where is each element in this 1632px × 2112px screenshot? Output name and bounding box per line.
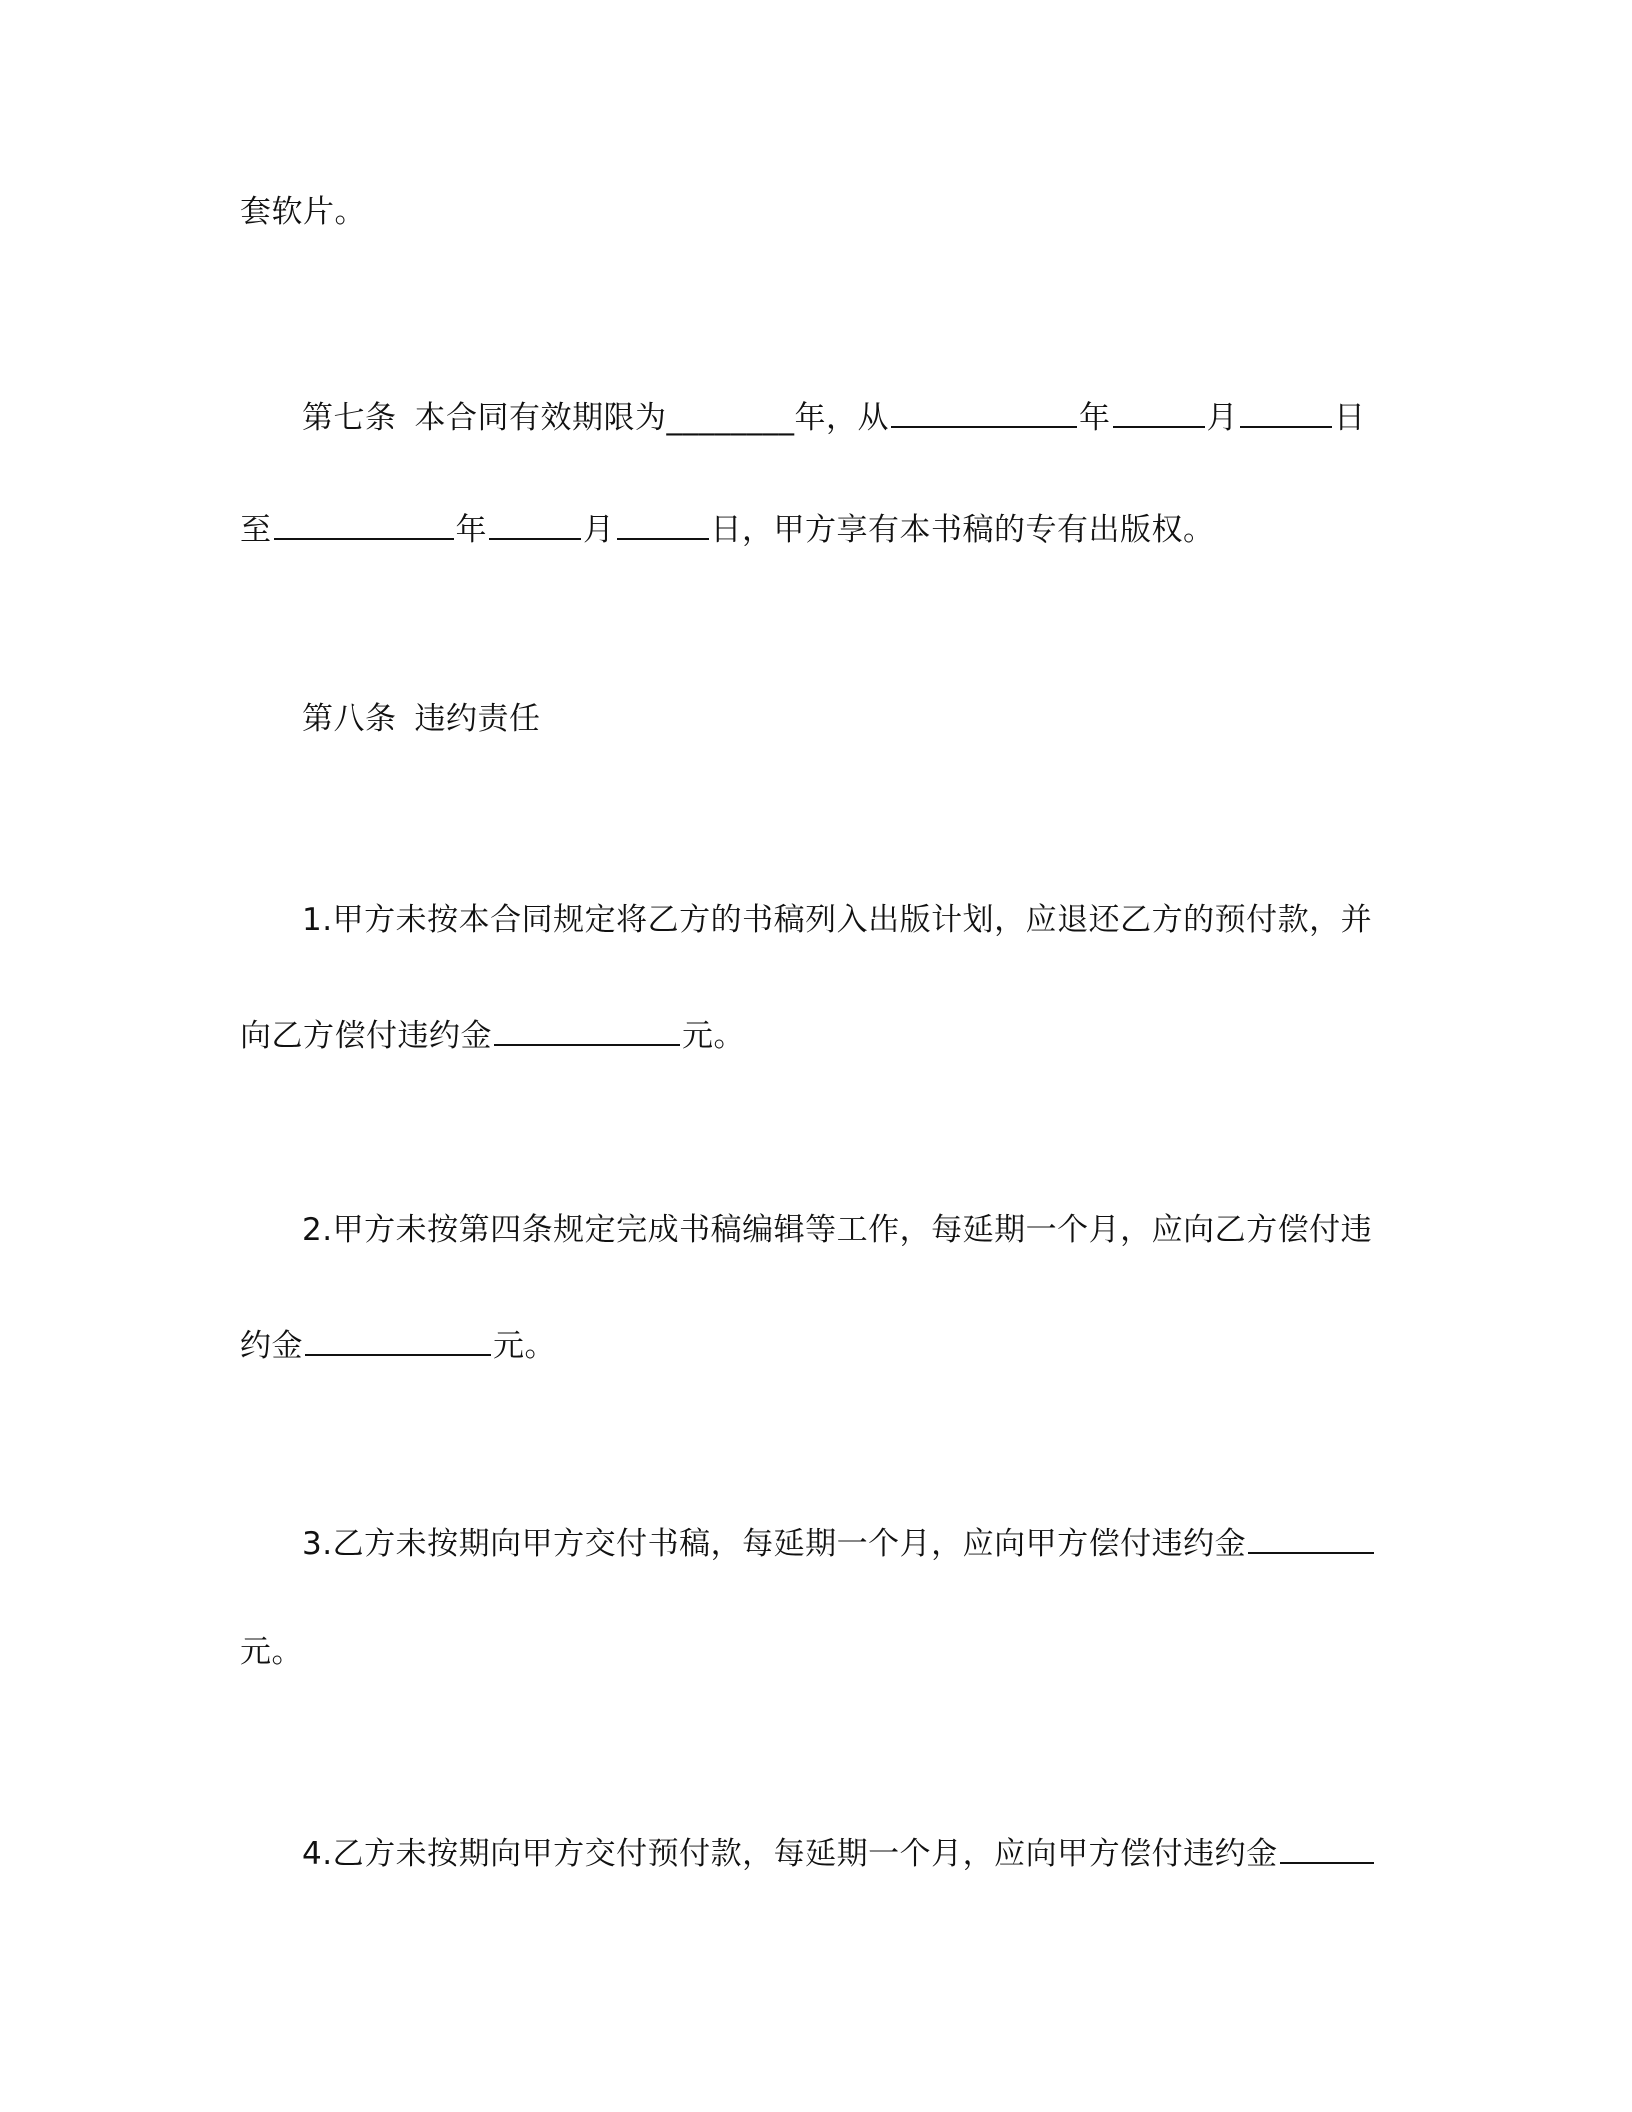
day-label: 日 (1334, 400, 1366, 436)
clause-4-text: 4.乙方未按期向甲方交付预付款，每延期一个月，应向甲方偿付违约金 (302, 1836, 1278, 1872)
article-7-label: 第七条 (302, 400, 397, 436)
article-8-heading (302, 697, 1380, 741)
blank-year-end (274, 504, 454, 540)
text-line-continuation (240, 190, 1380, 234)
clause-4-line-1 (302, 1828, 1380, 1876)
blank-clause-4-amount (1280, 1828, 1374, 1864)
clause-1-unit: 元。 (682, 1018, 745, 1054)
clause-2-line-2 (240, 1320, 1380, 1368)
clause-3-line-2 (240, 1630, 1380, 1674)
article-8-label: 第八条 (302, 701, 397, 737)
clause-2-text: 2.甲方未按第四条规定完成书稿编辑等工作，每延期一个月，应向乙方偿付违 (302, 1212, 1373, 1248)
blank-clause-3-amount (1248, 1518, 1374, 1554)
year-label-end: 年 (455, 512, 487, 548)
blank-month-end (489, 504, 581, 540)
clause-2-unit: 元。 (493, 1328, 556, 1364)
continuation-text: 套软片。 (240, 194, 366, 230)
blank-year-start (891, 392, 1077, 428)
blank-month-start (1113, 392, 1205, 428)
blank-clause-1-amount (494, 1010, 680, 1046)
clause-1-text: 1.甲方未按本合同规定将乙方的书稿列入出版计划，应退还乙方的预付款，并 (302, 902, 1373, 938)
clause-1-penalty-label: 向乙方偿付违约金 (240, 1018, 492, 1054)
clause-2-penalty-label: 约金 (240, 1328, 303, 1364)
blank-clause-2-amount (305, 1320, 491, 1356)
blank-day-start (1240, 392, 1332, 428)
clause-1-line-2 (240, 1010, 1380, 1058)
article-7-text: 本合同有效期限为________年，从 (414, 400, 889, 436)
clause-2-line-1 (302, 1208, 1380, 1252)
article-7-line-1 (302, 392, 1380, 440)
blank-day-end (617, 504, 709, 540)
to-label: 至 (240, 512, 272, 548)
month-label-end: 月 (583, 512, 615, 548)
clause-3-text: 3.乙方未按期向甲方交付书稿，每延期一个月，应向甲方偿付违约金 (302, 1526, 1247, 1562)
clause-3-unit: 元。 (240, 1634, 303, 1670)
article-8-title: 违约责任 (414, 701, 541, 737)
article-7-tail: 日，甲方享有本书稿的专有出版权。 (710, 512, 1215, 548)
year-label: 年 (1079, 400, 1111, 436)
month-label: 月 (1206, 400, 1238, 436)
clause-1-line-1 (302, 898, 1380, 942)
article-7-line-2 (240, 504, 1380, 552)
clause-3-line-1 (302, 1518, 1380, 1566)
